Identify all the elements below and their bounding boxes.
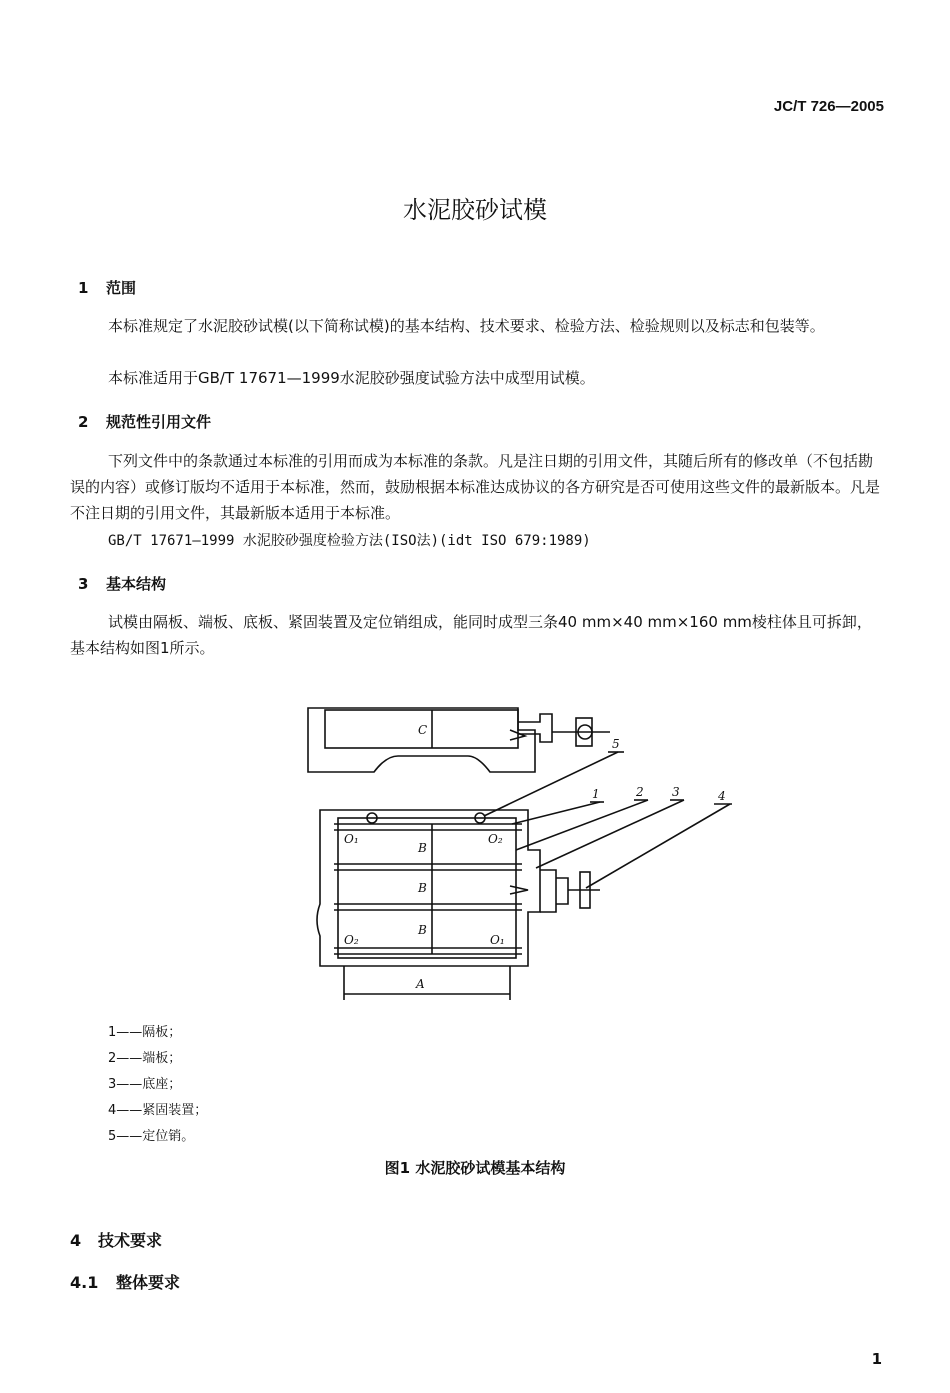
section-number: 1: [78, 279, 89, 297]
label-c: C: [418, 723, 428, 737]
section-number: 3: [78, 575, 89, 593]
section-title: 整体要求: [116, 1273, 181, 1292]
label-o2-bottom: O₂: [344, 933, 359, 947]
clamp-nut: [540, 870, 556, 912]
leader-4: [586, 804, 730, 888]
section-1-paragraph-2: 本标准适用于GB/T 17671—1999水泥胶砂强度试验方法中成型用试模。: [108, 369, 595, 387]
figure-caption: 图1 水泥胶砂试模基本结构: [384, 1159, 566, 1177]
section-number: 4: [70, 1231, 82, 1250]
clamp-tip: [510, 886, 528, 894]
label-b-2: B: [418, 881, 427, 895]
section-1-paragraph-1: 本标准规定了水泥胶砂试模(以下简称试模)的基本结构、技术要求、检验方法、检验规则以及标志和包装等。: [108, 317, 825, 335]
label-o1-top: O₁: [344, 832, 359, 846]
section-3-heading: [78, 573, 166, 594]
section-1-heading: [78, 277, 136, 298]
normative-reference: GB/T 17671—1999 水泥胶砂强度检验方法(ISO法)(idt ISO 679:1989): [108, 533, 591, 549]
leader-1: [512, 802, 600, 824]
label-3: 3: [672, 785, 680, 799]
label-a: A: [416, 977, 425, 991]
legend-item-2: 2——端板；: [108, 1051, 182, 1066]
section-3-paragraph-1: 试模由隔板、端板、底板、紧固装置及定位销组成，能同时成型三条40 mm×40 mm×160 mm棱柱体且可拆卸，基本结构如图1所示。: [70, 613, 872, 657]
side-view-outline: [308, 708, 535, 772]
document-title: 水泥胶砂试模: [403, 196, 547, 224]
section-title: 范围: [106, 279, 137, 297]
standard-code: JC/T 726—2005: [773, 98, 884, 115]
section-number: 4.1: [70, 1273, 99, 1292]
section-title: 基本结构: [106, 575, 167, 593]
label-4: 4: [718, 789, 726, 803]
label-2: 2: [636, 785, 644, 799]
label-o2-top: O₂: [488, 832, 503, 846]
section-2-paragraph-1: 下列文件中的条款通过本标准的引用而成为本标准的条款。凡是注日期的引用文件，其随后所有的修改单（不包括勘误的内容）或修订版均不适用于本标准，然而，鼓励根据本标准达成协议的各方研究是否可使用这些文件的最新版本。凡是不注日期的引用文件，其最新版本适用于本标准。: [70, 452, 881, 522]
figure-legend: [108, 1020, 207, 1150]
mold-structure-diagram: [300, 700, 750, 1010]
section-number: 2: [78, 413, 89, 431]
label-1: 1: [592, 787, 600, 801]
leader-5: [484, 752, 618, 816]
section-2-heading: [78, 411, 211, 432]
label-5: 5: [612, 737, 620, 751]
section-title: 技术要求: [98, 1231, 163, 1250]
section-title: 规范性引用文件: [106, 413, 212, 431]
clamp-body: [556, 878, 568, 904]
page-number: 1: [871, 1350, 882, 1368]
legend-item-5: 5——定位销。: [108, 1129, 195, 1144]
section-4-1-heading: [70, 1270, 180, 1293]
label-b-3: B: [418, 923, 427, 937]
legend-item-4: 4——紧固装置；: [108, 1103, 208, 1118]
section-4-heading: [70, 1228, 162, 1251]
label-b-1: B: [418, 841, 427, 855]
legend-item-1: 1——隔板；: [108, 1025, 182, 1040]
label-o1-bottom: O₁: [490, 933, 505, 947]
legend-item-3: 3——底座；: [108, 1077, 182, 1092]
